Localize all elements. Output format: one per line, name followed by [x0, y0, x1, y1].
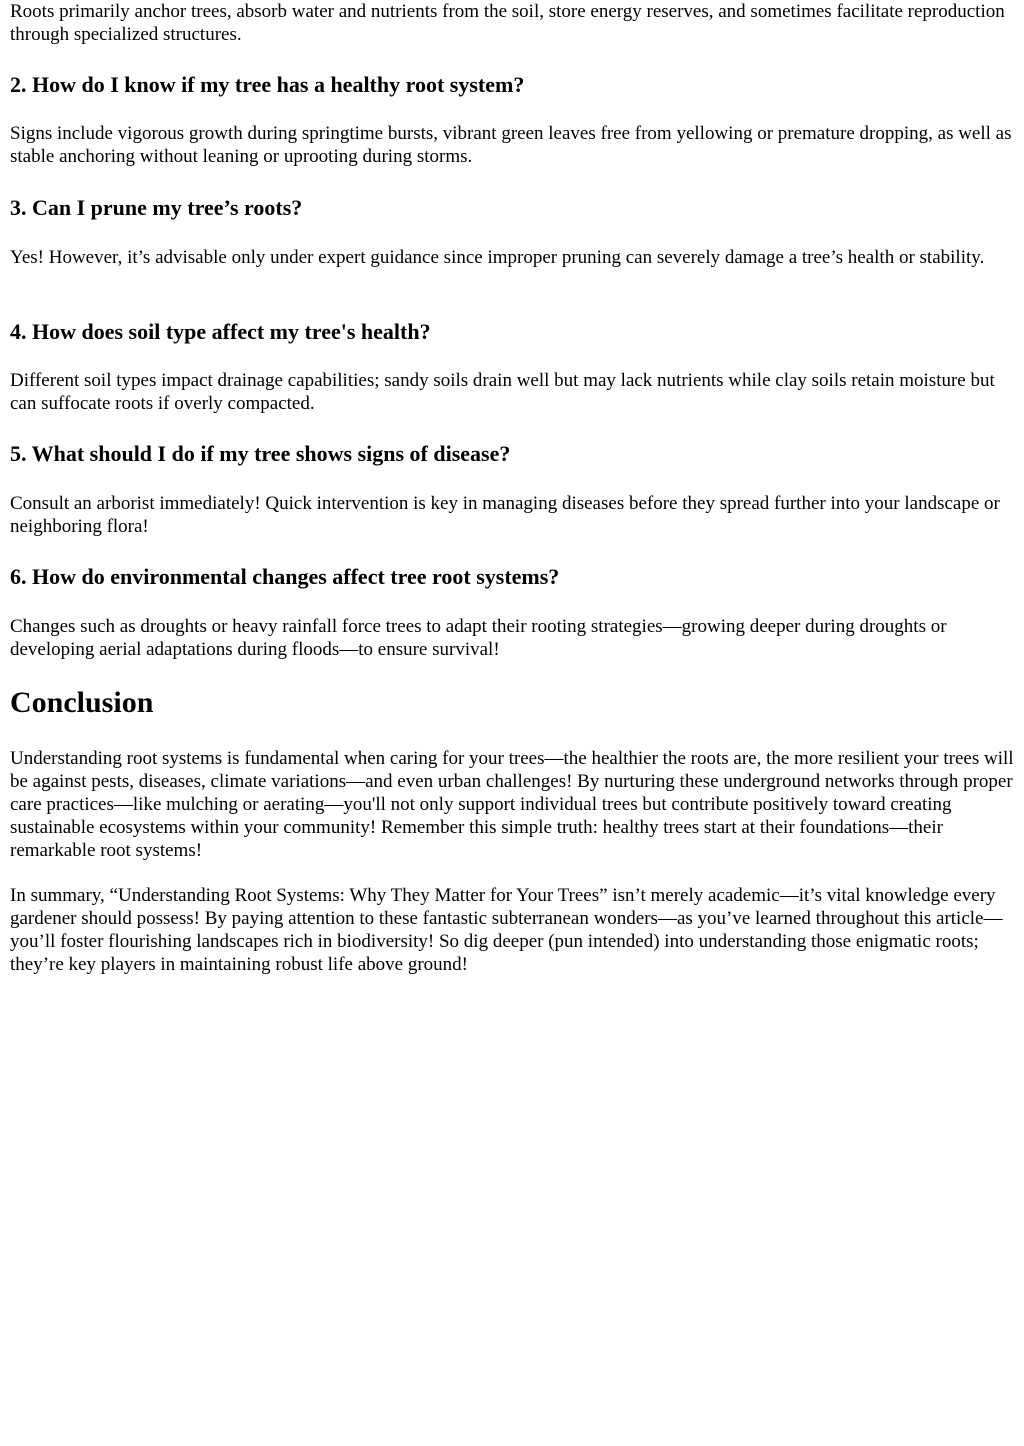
summary-paragraph: In summary, “Understanding Root Systems: Why They Matter for Your Trees” isn’t merely academic—it’s vital knowledge every gardener should possess! By paying attention to these fantastic subterranean wonders—as you’ve learned throughout this article—you’ll foster flourishing landscapes rich in biodiversity! So dig deeper (pun intended) into understanding those enigmatic roots; they’re key players in maintaining robust life above ground!: [10, 885, 1003, 975]
faq-answer-4: Different soil types impact drainage capabilities; sandy soils drain well but may lack nutrients while clay soils retain moisture but can suffocate roots if overly compacted.: [10, 370, 995, 414]
faq-question-3: 3. Can I prune my tree’s roots?: [10, 195, 303, 220]
faq-answer-5: Consult an arborist immediately! Quick intervention is key in managing diseases before they spread further into your landscape or neighboring flora!: [10, 493, 1000, 537]
faq-question-5: 5. What should I do if my tree shows signs of disease?: [10, 441, 511, 466]
faq-question-4: 4. How does soil type affect my tree's health?: [10, 319, 431, 344]
faq-answer-1: Roots primarily anchor trees, absorb water and nutrients from the soil, store energy reserves, and sometimes facilitate reproduction through specialized structures.: [10, 1, 1005, 45]
conclusion-paragraph: Understanding root systems is fundamental when caring for your trees—the healthier the roots are, the more resilient your trees will be against pests, diseases, climate variations—and even urban challenges! By nurturing these underground networks through proper care practices—like mulching or aerating—you'll not only support individual trees but contribute positively toward creating sustainable ecosystems within your community! Remember this simple truth: healthy trees start at their foundations—their remarkable root systems!: [10, 748, 1014, 861]
faq-answer-3: Yes! However, it’s advisable only under expert guidance since improper pruning can severely damage a tree’s health or stability.: [10, 247, 985, 268]
faq-answer-2: Signs include vigorous growth during springtime bursts, vibrant green leaves free from yellowing or premature dropping, as well as stable anchoring without leaning or uprooting during storms.: [10, 123, 1012, 167]
faq-answer-6: Changes such as droughts or heavy rainfall force trees to adapt their rooting strategies—growing deeper during droughts or developing aerial adaptations during floods—to ensure survival!: [10, 616, 947, 660]
conclusion-heading: Conclusion: [10, 686, 154, 719]
faq-question-2: 2. How do I know if my tree has a healthy root system?: [10, 72, 525, 97]
faq-question-6: 6. How do environmental changes affect tree root systems?: [10, 564, 560, 589]
